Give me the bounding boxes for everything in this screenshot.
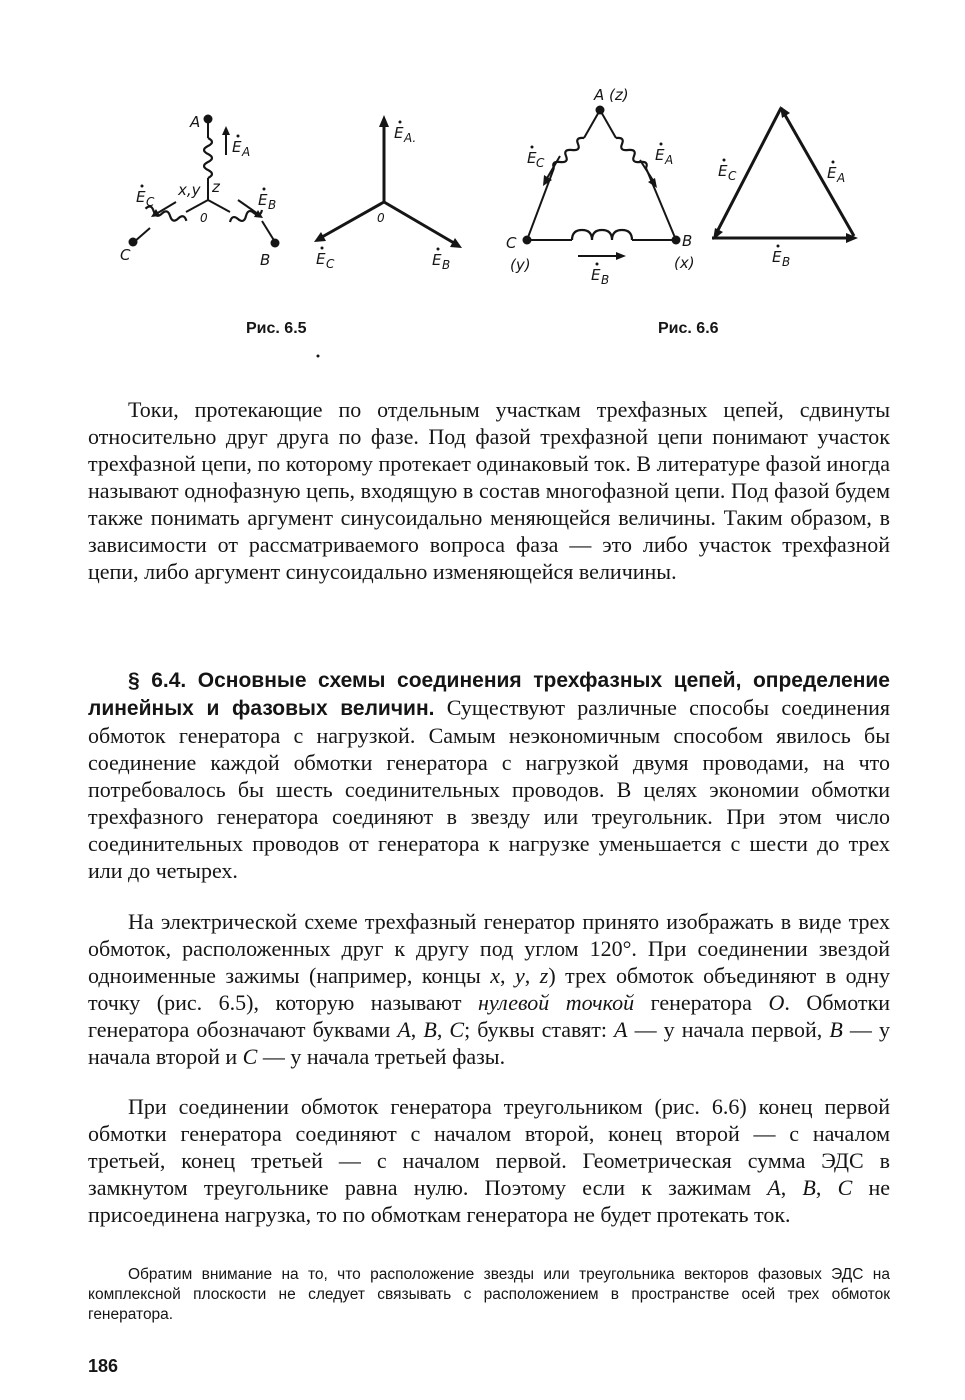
delta-emf-c-arrow <box>546 156 560 180</box>
label-xy: x,y <box>178 181 201 199</box>
section-heading: § 6.4. Основные схемы соединения трехфазных цепей, определение линейных и фазовых величин. <box>88 669 890 720</box>
tri-dot-ec <box>723 159 726 162</box>
fig65-vector-diagram <box>246 115 462 358</box>
delta-label-ec: E <box>527 149 537 167</box>
dot-ea <box>237 135 240 138</box>
vector-dot-eb <box>437 248 440 251</box>
delta-emf-a-arrowhead <box>648 178 657 188</box>
section-6-4-paragraph <box>88 666 890 884</box>
paragraph-delta-connection <box>88 1093 890 1228</box>
p4-text-1: При соединении обмоток генератора треугольником (рис. 6.6) конец первой обмотки генератора соединяют с началом второй, конец второй — с началом третьей, конец третьей — с началом первой. Геометрическая сумма ЭДС в замкнутом треугольнике равна нулю. Поэтому если к зажимам <box>88 1094 890 1200</box>
vector-ec <box>322 202 384 237</box>
coil-a <box>204 138 212 178</box>
label-o: 0 <box>200 211 208 225</box>
tri-label-eb-sub: B <box>782 255 791 269</box>
p3-o: О <box>768 990 785 1015</box>
section-6-4-text: Существуют различные способы соединения обмоток генератора с нагрузкой. Самым неэкономичным способом явилось бы соединение каждой обмотки генератора с нагрузкой двумя проводами, на что потребовалось бы шесть соединительных проводов. В целях экономии обмотки трехфазного генератора соединяют в звезду или треугольник. При этом число соединительных проводов от генератора к нагрузке уменьшается с шести до трех или до четырех. <box>88 695 891 883</box>
p3-a2: А <box>614 1017 628 1042</box>
tri-label-eb: E <box>772 248 782 266</box>
tri-label-ea-sub: A <box>837 171 846 185</box>
label-c: C <box>120 246 131 264</box>
fig65-star-diagram <box>120 113 280 269</box>
emf-a-arrowhead <box>222 126 230 135</box>
p3-sep-3: , <box>410 1017 424 1042</box>
delta-label-c: C <box>506 234 517 252</box>
paragraph-phase-definition <box>88 396 890 585</box>
vector-label-ec: E <box>316 250 326 268</box>
dot-ec <box>141 185 144 188</box>
p4-a: А <box>767 1175 781 1200</box>
fig65-caption: Рис. 6.5 <box>246 320 307 337</box>
delta-label-ea-sub: A <box>665 153 674 167</box>
delta-label-eb: E <box>591 266 601 284</box>
vector-ea-arrowhead <box>379 115 389 127</box>
stray-dot <box>317 355 320 358</box>
p3-text-8: — у начала третьей фазы. <box>257 1044 506 1069</box>
delta-label-cy: (y) <box>510 256 531 274</box>
p3-text-5: ; буквы ставят: <box>464 1017 615 1042</box>
p4-c: С <box>837 1175 853 1200</box>
label-ea: E <box>232 138 242 156</box>
label-ea-sub: A <box>242 145 251 159</box>
paragraph-3-text <box>88 908 890 1070</box>
fig66-delta-diagram <box>506 86 695 287</box>
p3-b2: В <box>829 1017 843 1042</box>
delta-dot-eb <box>596 263 599 266</box>
vector-label-eb-sub: B <box>442 258 451 272</box>
p3-text-7: — у начала второй и <box>88 1017 891 1069</box>
label-b: B <box>260 251 271 269</box>
vector-label-ec-sub: C <box>326 257 335 271</box>
delta-label-b: B <box>682 232 693 250</box>
p3-text-2: ) трех обмоток объединяют в одну точку (рис. 6.5), которую называют <box>88 963 891 1015</box>
label-z: z <box>212 178 220 196</box>
delta-label-ec-sub: C <box>536 156 545 170</box>
vector-label-ea-sub: A. <box>404 131 417 145</box>
tri-label-ea: E <box>827 164 837 182</box>
paragraph-1-text: Токи, протекающие по отдельным участкам трехфазных цепей, сдвинуты относительно друг друга по фазе. Под фазой трехфазной цепи понимают участок трехфазной цепи, по которому протекает одинаковый ток. В литературе фазой иногда называют однофазную цепь, входящую в состав многофазной цепи. Под фазой будем также понимать аргумент синусоидально меняющейся величины. Таким образом, в зависимости от рассматриваемого вопроса фаза — это либо участок трехфазной цепи, либо аргумент синусоидально изменяющейся величины. <box>88 397 890 584</box>
p3-text-1: На электрической схеме трехфазный генератор принято изображать в виде трех обмоток, расположенных друг к другу под углом 120°. При соединении звездой одноименные зажимы (например, концы <box>88 909 890 988</box>
delta-dot-ec <box>531 146 534 149</box>
p3-b: В <box>423 1017 437 1042</box>
figures-svg <box>0 0 965 360</box>
tri-label-ec: E <box>718 162 728 180</box>
figures-area <box>0 0 965 360</box>
note-text: Обратим внимание на то, что расположение звезды или треугольника векторов фазовых ЭДС на комплексной плоскости не следует связывать с расположением в пространстве осей трех обмоток генератора. <box>88 1266 890 1323</box>
p3-text-3: генератора <box>634 990 769 1015</box>
p4-b: В <box>802 1175 816 1200</box>
section-6-4 <box>88 666 890 884</box>
delta-emf-b-arrowhead <box>616 252 626 260</box>
vector-dot-ec <box>321 247 324 250</box>
delta-coil-b <box>572 230 632 240</box>
tri-dot-eb <box>777 245 780 248</box>
vector-eb <box>384 202 454 243</box>
fig66-caption: Рис. 6.6 <box>658 320 719 337</box>
p3-c: С <box>449 1017 465 1042</box>
vector-label-o: 0 <box>377 211 385 225</box>
vector-label-ea: E <box>394 124 404 142</box>
label-ec: E <box>136 188 146 206</box>
tri-label-ec-sub: C <box>728 169 737 183</box>
dot-eb <box>263 188 266 191</box>
paragraph-star-connection <box>88 908 890 1070</box>
wire-b-center <box>208 200 230 212</box>
p3-zero-point-term: нулевой точкой <box>478 990 635 1015</box>
delta-wire-ab-bottom <box>646 168 676 240</box>
label-ec-sub: C <box>146 195 155 209</box>
delta-label-ea: E <box>655 146 665 164</box>
delta-label-eb-sub: B <box>601 273 610 287</box>
delta-wire-ac-top <box>584 110 600 138</box>
delta-label-bx: (x) <box>674 254 695 272</box>
p4-sep-1: , <box>780 1175 803 1200</box>
p3-sep-4: , <box>436 1017 450 1042</box>
p3-x: x <box>490 963 500 988</box>
p3-sep-2: , <box>524 963 540 988</box>
p3-sep-1: , <box>500 963 516 988</box>
delta-dot-ea <box>660 143 663 146</box>
wire-b <box>262 221 275 242</box>
terminal-b-dot <box>271 239 280 248</box>
label-eb: E <box>258 191 268 209</box>
p4-sep-2: , <box>815 1175 838 1200</box>
page-number: 186 <box>88 1356 119 1376</box>
vector-dot-ea <box>399 121 402 124</box>
p3-text-4: . Обмотки генератора обозначают буквами <box>88 990 891 1042</box>
tri-dot-ea <box>832 161 835 164</box>
label-eb-sub: B <box>268 198 277 212</box>
p3-a: А <box>397 1017 411 1042</box>
p3-c2: С <box>242 1044 258 1069</box>
footnote-remark <box>88 1265 890 1325</box>
delta-coil-c <box>553 138 584 168</box>
p3-y: y <box>515 963 525 988</box>
p4-text-2: не присоединена нагрузка, то по обмоткам генератора не будет протекать ток. <box>88 1175 891 1227</box>
p3-z: z <box>539 963 549 988</box>
fig66-vector-diagram <box>658 106 858 337</box>
paragraph-4-text <box>88 1093 890 1228</box>
delta-label-a: A (z) <box>594 86 629 104</box>
vector-label-eb: E <box>432 251 442 269</box>
delta-wire-ab-top <box>600 110 616 138</box>
p3-text-6: — у начала первой, <box>627 1017 830 1042</box>
label-a: A <box>190 113 201 131</box>
